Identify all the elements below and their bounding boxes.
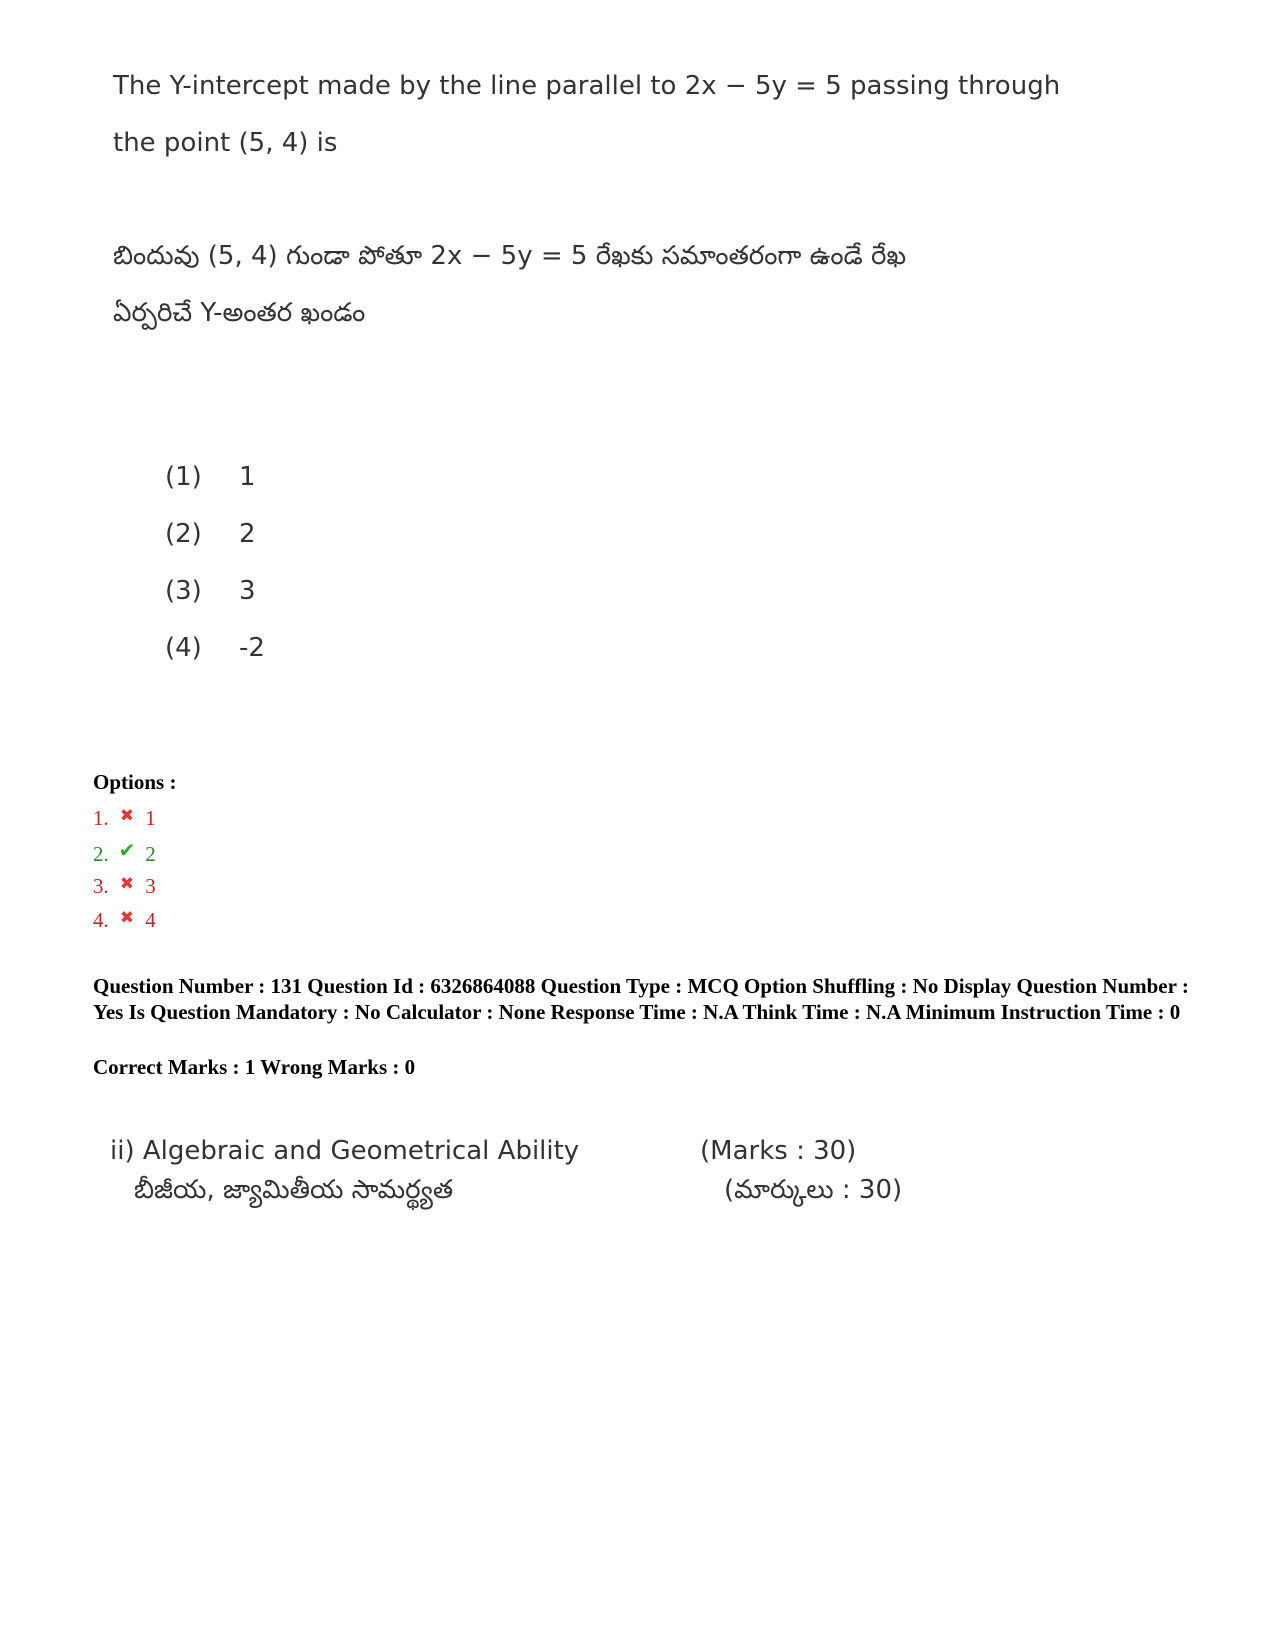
choice-number: (3) — [165, 576, 202, 606]
option-4 — [93, 906, 176, 940]
choice-value: 2 — [239, 519, 256, 549]
answer-choices — [165, 462, 265, 690]
section-header — [110, 1132, 902, 1210]
question-line: ఏర్పరిచే Y-అంతర ఖండం — [113, 298, 366, 328]
choice-2 — [165, 519, 265, 576]
question-text-english — [113, 58, 1113, 172]
option-number: 1. — [93, 806, 109, 830]
choice-value: 3 — [239, 576, 256, 606]
question-line: బిందువు (5, 4) గుండా పోతూ 2x − 5y = 5 రేఖకు సమాంతరంగా ఉండే రేఖ — [113, 241, 907, 271]
options-list — [93, 770, 176, 940]
cross-icon: ✖ — [119, 806, 135, 826]
option-value: 2 — [145, 842, 156, 866]
marks-info: Correct Marks : 1 Wrong Marks : 0 — [93, 1055, 416, 1079]
option-1 — [93, 804, 176, 838]
option-number: 4. — [93, 908, 109, 932]
option-value: 3 — [145, 874, 156, 898]
question-metadata: Question Number : 131 Question Id : 6326864088 Question Type : MCQ Option Shuffling : No Display Question Number : Yes Is Question Mandatory : No Calculator : None Response Time : N.A Think Time : N.A Minimum Instruction Time : 0 — [93, 974, 1189, 1024]
section-title-telugu: బీజీయ, జ్యామితీయ సామర్థ్యత — [134, 1175, 454, 1205]
option-number: 3. — [93, 874, 109, 898]
section-title: ii) Algebraic and Geometrical Ability — [110, 1136, 580, 1166]
section-marks-telugu: (మార్కులు : 30) — [724, 1175, 903, 1205]
option-value: 1 — [145, 806, 156, 830]
option-value: 4 — [145, 908, 156, 932]
choice-1 — [165, 462, 265, 519]
option-3 — [93, 872, 176, 906]
option-2 — [93, 838, 176, 872]
option-number: 2. — [93, 842, 109, 866]
question-line: the point (5, 4) is — [113, 128, 338, 158]
cross-icon: ✖ — [119, 908, 135, 928]
choice-number: (4) — [165, 633, 202, 663]
question-line: The Y-intercept made by the line parallel to 2x − 5y = 5 passing through — [113, 71, 1061, 101]
section-row-english — [110, 1132, 902, 1171]
choice-value: -2 — [239, 633, 265, 663]
choice-4 — [165, 633, 265, 690]
check-icon: ✔ — [118, 838, 136, 862]
cross-icon: ✖ — [119, 874, 135, 894]
question-text-telugu — [113, 228, 1113, 342]
section-marks: (Marks : 30) — [700, 1136, 857, 1166]
section-row-telugu — [110, 1171, 902, 1210]
choice-3 — [165, 576, 265, 633]
choice-number: (1) — [165, 462, 202, 492]
options-title: Options : — [93, 770, 177, 794]
choice-value: 1 — [239, 462, 256, 492]
choice-number: (2) — [165, 519, 202, 549]
